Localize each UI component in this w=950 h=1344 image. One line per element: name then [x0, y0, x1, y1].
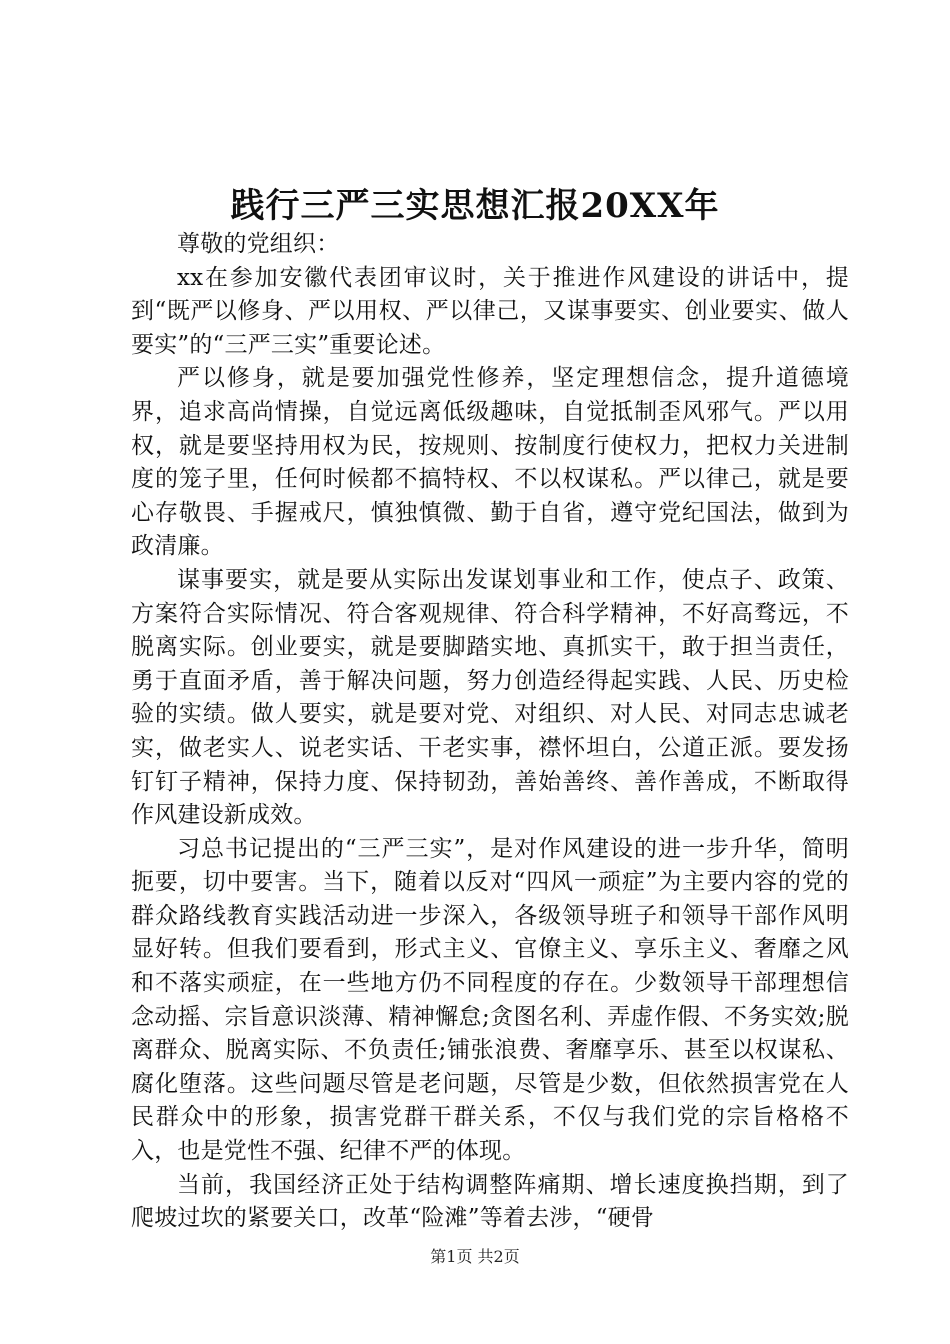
paragraph: xx在参加安徽代表团审议时，关于推进作风建设的讲话中，提到“既严以修身、严以用权、严以律己，又谋事要实、创业要实、做人要实”的“三严三实”重要论述。 — [131, 264, 849, 358]
paragraph: 习总书记提出的“三严三实”，是对作风建设的进一步升华，简明扼要，切中要害。当下，随着以反对“四风一顽症”为主要内容的党的群众路线教育实践活动进一步深入，各级领导班子和领导干部作风明显好转。但我们要看到，形式主义、官僚主义、享乐主义、奢靡之风和不落实顽症，在一些地方仍不同程度的存在。少数领导干部理想信念动摇、宗旨意识淡薄、精神懈怠;贪图名利、弄虚作假、不务实效;脱离群众、脱离实际、不负责任;铺张浪费、奢靡享乐、甚至以权谋私、腐化堕落。这些问题尽管是老问题，尽管是少数，但依然损害党在人民群众中的形象，损害党群干群关系，不仅与我们党的宗旨格格不入，也是党性不强、纪律不严的体现。 — [131, 835, 849, 1165]
document-body — [131, 228, 849, 1236]
salutation: 尊敬的党组织： — [177, 231, 340, 257]
paragraph: 当前，我国经济正处于结构调整阵痛期、增长速度换挡期，到了爬坡过坎的紧要关口，改革“险滩”等着去涉，“硬骨 — [131, 1171, 849, 1232]
page-footer: 第1页 共2页 — [430, 1247, 520, 1266]
document-title: 践行三严三实思想汇报20XX年 — [230, 186, 720, 226]
paragraph: 谋事要实，就是要从实际出发谋划事业和工作，使点子、政策、方案符合实际情况、符合客观规律、符合科学精神，不好高骛远，不脱离实际。创业要实，就是要脚踏实地、真抓实干，敢于担当责任，勇于直面矛盾，善于解决问题，努力创造经得起实践、人民、历史检验的实绩。做人要实，就是要对党、对组织、对人民、对同志忠诚老实，做老实人、说老实话、干老实事，襟怀坦白，公道正派。要发扬钉钉子精神，保持力度、保持韧劲，善始善终、善作善成，不断取得作风建设新成效。 — [131, 566, 849, 829]
paragraph: 严以修身，就是要加强党性修养，坚定理想信念，提升道德境界，追求高尚情操，自觉远离低级趣味，自觉抵制歪风邪气。严以用权，就是要坚持用权为民，按规则、按制度行使权力，把权力关进制度的笼子里，任何时候都不搞特权、不以权谋私。严以律己，就是要心存敬畏、手握戒尺，慎独慎微、勤于自省，遵守党纪国法，做到为政清廉。 — [131, 365, 849, 560]
